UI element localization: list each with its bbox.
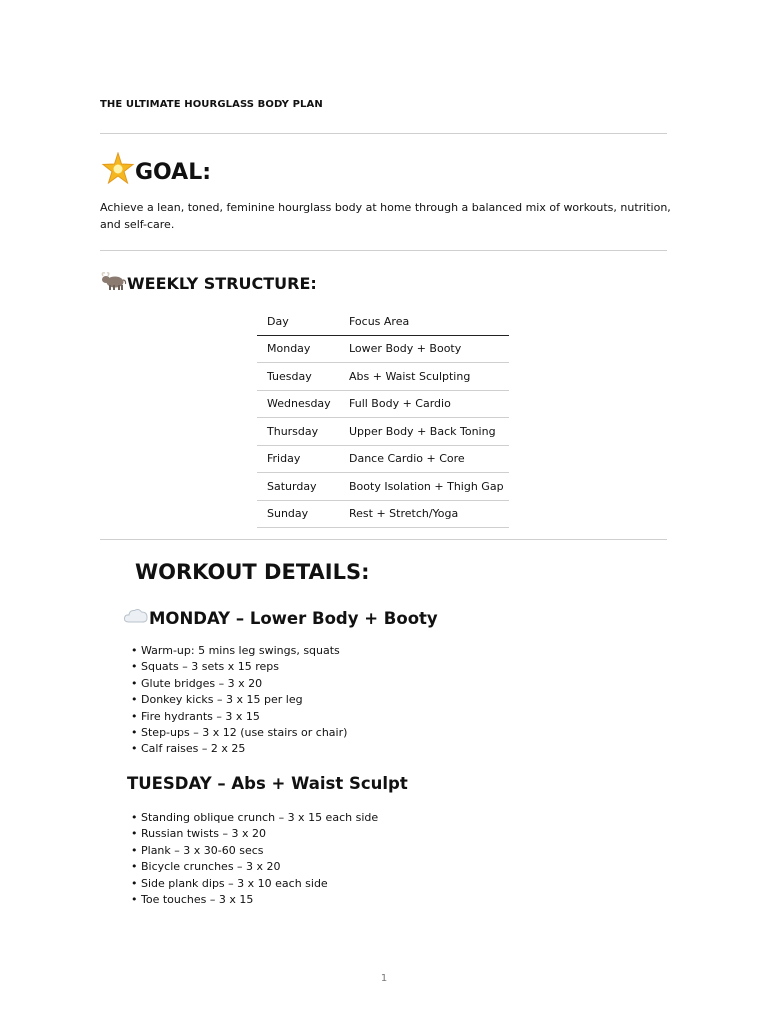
focus-cell: Booty Isolation + Thigh Gap — [339, 473, 509, 501]
list-item: • Toe touches – 3 x 15 — [131, 892, 378, 908]
focus-cell: Dance Cardio + Core — [339, 445, 509, 473]
day-cell: Saturday — [257, 473, 339, 501]
list-item: • Glute bridges – 3 x 20 — [131, 676, 347, 692]
ox-icon — [101, 271, 127, 295]
weekly-structure-heading-text: WEEKLY STRUCTURE: — [127, 273, 317, 293]
day-cell: Thursday — [257, 418, 339, 446]
goal-text: Achieve a lean, toned, feminine hourglass body at home through a balanced mix of workouts, nutrition, and self-care. — [100, 201, 671, 231]
monday-heading-text: MONDAY – Lower Body + Booty — [149, 608, 438, 628]
table-row — [257, 445, 509, 473]
column-header-day: Day — [257, 308, 339, 335]
table-row — [257, 390, 509, 418]
weekly-structure-heading — [101, 271, 317, 295]
list-item: • Bicycle crunches – 3 x 20 — [131, 859, 378, 875]
focus-cell: Lower Body + Booty — [339, 335, 509, 363]
day-cell: Wednesday — [257, 390, 339, 418]
list-item: • Step-ups – 3 x 12 (use stairs or chair) — [131, 725, 347, 741]
focus-cell: Abs + Waist Sculpting — [339, 363, 509, 391]
table-header-row — [257, 308, 509, 335]
focus-cell: Full Body + Cardio — [339, 390, 509, 418]
list-item: • Donkey kicks – 3 x 15 per leg — [131, 692, 347, 708]
day-cell: Tuesday — [257, 363, 339, 391]
table-row — [257, 363, 509, 391]
list-item: • Fire hydrants – 3 x 15 — [131, 709, 347, 725]
workout-details-heading: WORKOUT DETAILS: — [135, 560, 370, 584]
divider — [100, 539, 667, 540]
divider — [100, 133, 667, 134]
monday-heading — [123, 607, 438, 629]
day-cell: Sunday — [257, 500, 339, 528]
document-title: THE ULTIMATE HOURGLASS BODY PLAN — [100, 99, 323, 110]
goal-heading — [101, 152, 211, 192]
table-row — [257, 418, 509, 446]
list-item: • Warm-up: 5 mins leg swings, squats — [131, 643, 347, 659]
list-item: • Russian twists – 3 x 20 — [131, 826, 378, 842]
focus-cell: Upper Body + Back Toning — [339, 418, 509, 446]
tuesday-heading — [127, 774, 408, 793]
weekly-schedule-table — [257, 308, 509, 528]
list-item: • Calf raises – 2 x 25 — [131, 741, 347, 757]
divider — [100, 250, 667, 251]
table-row — [257, 335, 509, 363]
tuesday-exercise-list — [131, 810, 378, 908]
goal-heading-text: GOAL: — [135, 159, 212, 185]
column-header-focus: Focus Area — [339, 308, 509, 335]
list-item: • Squats – 3 sets x 15 reps — [131, 659, 347, 675]
tuesday-heading-text: TUESDAY – Abs + Waist Sculpt — [127, 774, 408, 793]
list-item: • Standing oblique crunch – 3 x 15 each side — [131, 810, 378, 826]
page-number: 1 — [380, 973, 388, 984]
glowing-star-icon — [101, 152, 135, 192]
focus-cell: Rest + Stretch/Yoga — [339, 500, 509, 528]
table-row — [257, 500, 509, 528]
table-row — [257, 473, 509, 501]
monday-exercise-list — [131, 643, 347, 758]
day-cell: Monday — [257, 335, 339, 363]
cloud-icon — [123, 607, 149, 629]
list-item: • Plank – 3 x 30-60 secs — [131, 843, 378, 859]
day-cell: Friday — [257, 445, 339, 473]
list-item: • Side plank dips – 3 x 10 each side — [131, 876, 378, 892]
